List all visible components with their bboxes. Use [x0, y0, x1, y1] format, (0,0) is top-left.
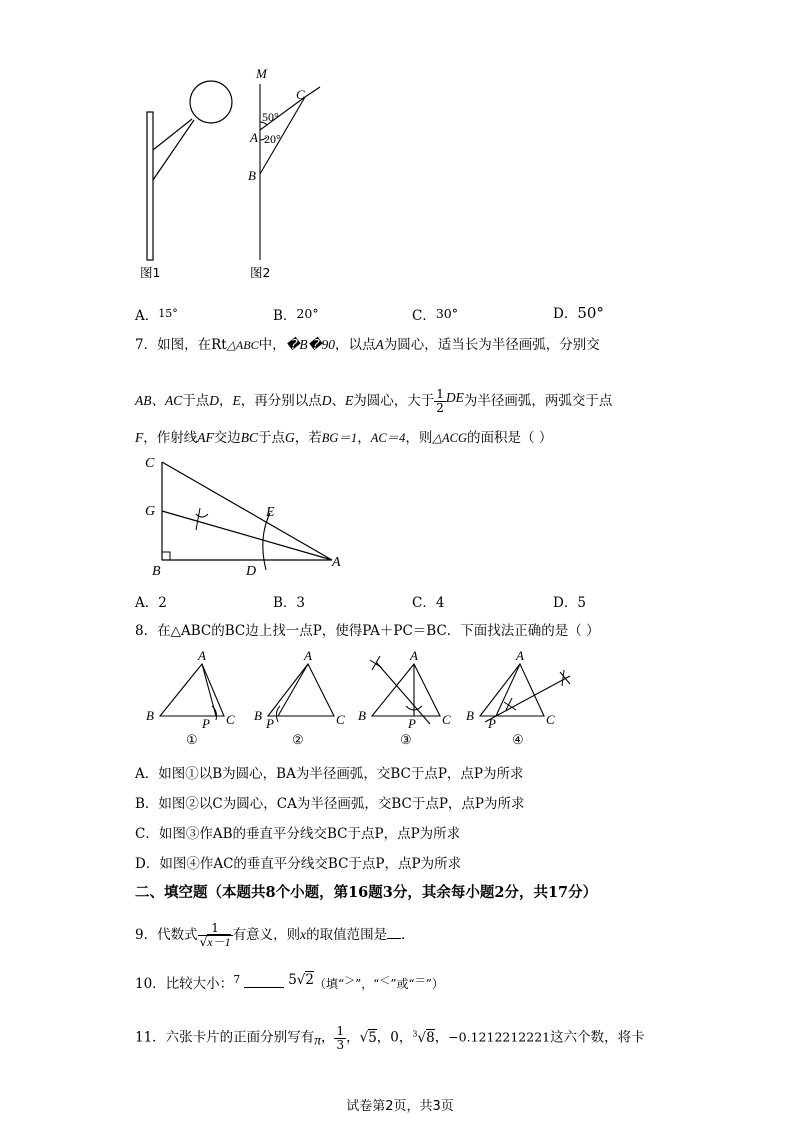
q8-fig1-b: B — [146, 708, 154, 723]
q8-fig4-c: C — [546, 712, 555, 727]
fig2-label-b: B — [248, 168, 256, 183]
q7-line3: F，作射线AF交边BC于点G，若BG＝1，AC＝4，则△ACG的面积是（ ） — [135, 430, 553, 446]
q6-option-b[interactable]: B．20° — [273, 306, 319, 324]
q8-option-b[interactable]: B．如图②以C为圆心，CA为半径画弧，交BC于点P，点P为所求 — [135, 796, 525, 812]
q8-fig-number-3: ③ — [400, 732, 412, 747]
q7-label-a: A — [332, 555, 341, 570]
fig1-pole — [147, 112, 153, 260]
q7-figure — [140, 450, 355, 580]
q8-fig3-c: C — [442, 712, 451, 727]
fig2-angle-20: 20° — [264, 132, 281, 146]
q7-option-d[interactable]: D．5 — [553, 595, 586, 611]
q9: 9．代数式 $\frac{1}{√x-1}$ 有意义，则x的取值范围是 ． — [135, 921, 415, 949]
q6-figures — [130, 62, 370, 287]
section2-title: 二、填空题（本题共8个小题，第16题3分，其余每小题2分，共17分） — [135, 884, 598, 901]
q10: 10．比较大小：$^7$ 5√2（填“＞”，“＜”或“＝”） — [135, 972, 444, 992]
q7-fraction-half: $\frac{1}{2}$ — [436, 387, 444, 415]
q8-fig2-p: P — [266, 716, 274, 731]
q7-line2: AB、AC于点D，E，再分别以点D、E为圆心，大于 $\frac{1}{2}$ DE为半径画弧，两弧交于点 — [135, 387, 613, 415]
q7-label-d: D — [246, 564, 257, 579]
q9-fraction: $\frac{1}{√x-1}$ — [199, 921, 231, 949]
q7-option-a[interactable]: A．2 — [135, 595, 167, 611]
q8-fig4-a: A — [516, 648, 524, 663]
q6-option-a[interactable]: A．$^{15^\circ}$ — [135, 307, 178, 324]
page-footer: 试卷第2页，共3页 — [346, 1099, 454, 1114]
q8-option-d[interactable]: D．如图④作AC的垂直平分线交BC于点P，点P为所求 — [135, 856, 462, 872]
fig1-lamp — [190, 81, 232, 123]
q8-fig4-b: B — [466, 708, 474, 723]
q7-label-c: C — [145, 456, 155, 471]
q6-option-c[interactable]: C．30° — [412, 306, 458, 324]
q7-label-b: B — [152, 564, 161, 579]
q8-fig-number-4: ④ — [512, 732, 524, 747]
fig2-caption: 图2 — [250, 265, 271, 280]
q7-label-g: G — [145, 504, 156, 519]
fig2-label-a: A — [250, 130, 258, 145]
fig1-caption: 图1 — [140, 265, 161, 280]
q7-option-c[interactable]: C．4 — [412, 595, 445, 611]
q11: 11．六张卡片的正面分别写有π， $\frac{1}{3}$ ，√5，0，$^3$√8，−0.1212212221这六个数，将卡 — [135, 1023, 645, 1052]
q8-stem: 8．在△ABC的BC边上找一点P，使得PA＋PC＝BC．下面找法正确的是（ ） — [135, 623, 600, 639]
q8-fig3-a: A — [410, 648, 418, 663]
q7-label-e: E — [266, 505, 275, 520]
q8-option-c[interactable]: C．如图③作AB的垂直平分线交BC于点P，点P为所求 — [135, 826, 461, 842]
q8-fig2-a: A — [304, 648, 312, 663]
q8-option-a[interactable]: A．如图①以B为圆心，BA为半径画弧，交BC于点P，点P为所求 — [135, 766, 524, 782]
q8-fig1-p: P — [202, 716, 210, 731]
q7-line1: 7．如图，在Rt△ABC中，�B�90，以点A为圆心，适当长为半径画弧，分别交 — [135, 337, 600, 353]
q8-fig3-p: P — [408, 716, 416, 731]
q7-option-b[interactable]: B．3 — [273, 595, 306, 611]
q8-fig3-b: B — [358, 708, 366, 723]
fig2-label-m: M — [256, 66, 267, 81]
q8-fig4-p: P — [488, 716, 496, 731]
fig2-label-c: C — [296, 87, 305, 102]
fig2-angle-50: 50° — [262, 110, 279, 124]
q6-option-d[interactable]: D．50° — [553, 304, 604, 322]
q8-fig-number-1: ① — [186, 732, 198, 747]
q8-fig-number-2: ② — [292, 732, 304, 747]
q8-fig1-c: C — [226, 712, 235, 727]
q9-answer-blank[interactable] — [387, 938, 401, 939]
q8-figures — [140, 648, 595, 748]
q8-fig2-b: B — [254, 708, 262, 723]
q11-fraction-third: $\frac{1}{3}$ — [336, 1023, 345, 1052]
q10-answer-blank[interactable] — [244, 987, 284, 988]
q8-fig1-a: A — [198, 648, 206, 663]
q8-fig2-c: C — [336, 712, 345, 727]
